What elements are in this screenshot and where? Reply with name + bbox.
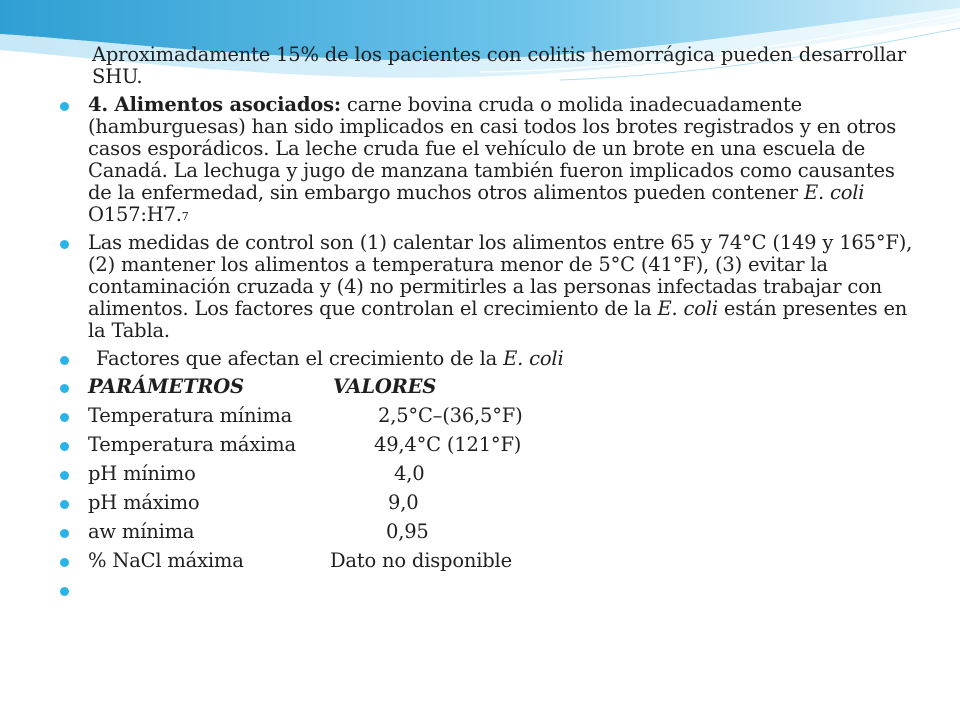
bullet-icon — [60, 102, 69, 111]
control-tail: están presentes en la Tabla. — [88, 297, 908, 342]
table-row — [58, 521, 918, 543]
row-value: Dato no disponible — [330, 549, 512, 572]
bullet-icon — [60, 529, 69, 538]
foods-label: 4. Alimentos asociados: — [88, 93, 341, 116]
intro-text: Aproximadamente 15% de los pacientes con colitis hemorrágica pueden desarrollar SHU. — [92, 43, 907, 88]
bullet-icon — [60, 413, 69, 422]
empty-bullet-row — [58, 579, 918, 601]
row-param: % NaCl máxima — [88, 549, 244, 572]
row-param: aw mínima — [88, 520, 195, 543]
row-value: 0,95 — [386, 520, 429, 543]
foods-reference: 7 — [181, 210, 189, 223]
table-row — [58, 434, 918, 456]
row-value: 4,0 — [394, 462, 425, 485]
table-row — [58, 463, 918, 485]
table-title-text: Factores que afectan el crecimiento de la — [96, 347, 504, 370]
header-valores: VALORES — [333, 375, 437, 398]
table-row — [58, 492, 918, 514]
bullet-icon — [60, 558, 69, 567]
bullet-icon — [60, 471, 69, 480]
control-paragraph — [58, 232, 918, 342]
table-title — [58, 348, 918, 370]
row-param: pH mínimo — [88, 462, 196, 485]
bullet-icon — [60, 384, 69, 393]
row-param: Temperatura mínima — [88, 404, 293, 427]
slide-content — [58, 44, 918, 608]
bullet-icon — [60, 587, 69, 596]
table-row — [58, 405, 918, 427]
bullet-icon — [60, 442, 69, 451]
header-parametros: PARÁMETROS — [88, 375, 244, 398]
intro-paragraph — [58, 44, 918, 88]
row-param: pH máximo — [88, 491, 200, 514]
foods-strain: O157:H7. — [88, 203, 182, 226]
foods-text: carne bovina cruda o molida inadecuadamente (hamburguesas) han sido implicados en casi todos los brotes registrados y en otros casos esporádicos. La leche cruda fue el vehículo de un brote en una escuela de Canadá. La lechuga y jugo de manzana también fueron implicados como causantes de la enfermedad, sin embargo muchos otros alimentos pueden contener — [88, 93, 897, 204]
row-param: Temperatura máxima — [88, 433, 296, 456]
bullet-icon — [60, 500, 69, 509]
row-value: 2,5°C–(36,5°F) — [378, 404, 523, 427]
control-organism: E. coli — [657, 297, 718, 320]
control-text: Las medidas de control son (1) calentar los alimentos entre 65 y 74°C (149 y 165°F), (2) mantener los alimentos a temperatura menor de 5°C (41°F), (3) evitar la contaminación cruzada y (4) no permitirles a las personas infectadas trabajar con alimentos. Los factores que controlan el crecimiento de la — [88, 231, 913, 320]
foods-paragraph — [58, 94, 918, 226]
table-header-row — [58, 376, 918, 398]
row-value: 9,0 — [388, 491, 419, 514]
table-title-organism: E. coli — [503, 347, 564, 370]
bullet-icon — [60, 356, 69, 365]
row-value: 49,4°C (121°F) — [374, 433, 522, 456]
bullet-icon — [60, 240, 69, 249]
foods-organism: E. coli — [803, 181, 865, 204]
table-row — [58, 550, 918, 572]
